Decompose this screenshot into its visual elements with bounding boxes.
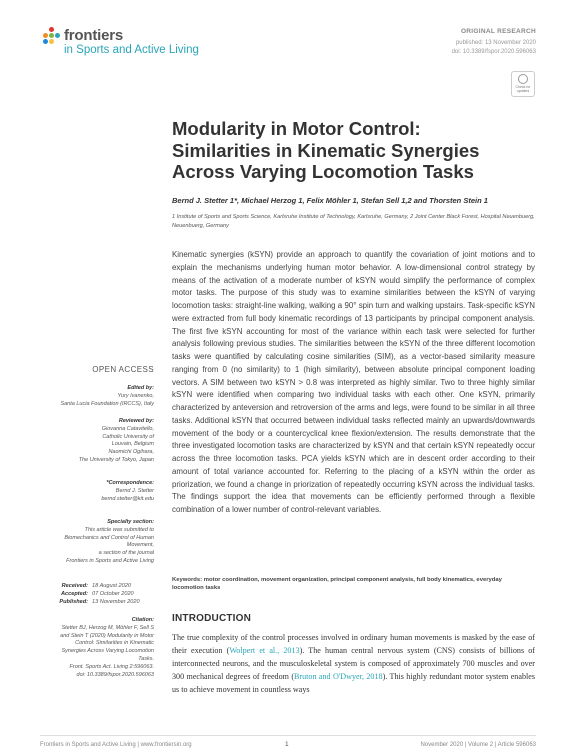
specialty-line: Frontiers in Sports and Active Living bbox=[66, 557, 154, 564]
citation-line: Control: Similarities in Kinematic bbox=[75, 640, 154, 647]
page-number: 1 bbox=[285, 741, 289, 748]
journal-name[interactable]: in Sports and Active Living bbox=[64, 44, 199, 56]
accepted-date: 07 October 2020 bbox=[92, 591, 134, 597]
corresponding-email-link[interactable]: bernd.stetter@kit.edu bbox=[101, 495, 154, 502]
citation-heading: Citation: bbox=[131, 617, 154, 623]
citation-doi-link[interactable]: doi: 10.3389/fspor.2020.596063 bbox=[76, 671, 154, 678]
frontiers-logo-icon bbox=[43, 27, 61, 45]
received-date: 18 August 2020 bbox=[92, 583, 131, 589]
citation-line: Stetter BJ, Herzog M, Möhler F, Sell S bbox=[61, 624, 154, 631]
intro-text: The true complexity of the control processes involved in ordinary human movements is masked by the ease of their execution ( bbox=[172, 633, 535, 655]
author-list[interactable]: Bernd J. Stetter 1*, Michael Herzog 1, Felix Möhler 1, Stefan Sell 1,2 and Thorsten Stein 1 bbox=[172, 196, 488, 205]
article-type: ORIGINAL RESEARCH bbox=[460, 28, 536, 35]
citation-line: and Stein T (2020) Modularity in Motor bbox=[60, 632, 154, 639]
edited-by-heading: Edited by: bbox=[127, 385, 154, 391]
journal-logo-word[interactable]: frontiers bbox=[64, 27, 124, 44]
abstract: Kinematic synergies (kSYN) provide an approach to quantify the covariation of joint motions and to explain the mechanisms underlying human motor behavior. A low-dimensional control strategy by means of the activation of a moderate number of kSYN would simplify the performance of complex motor tasks. The purpose of this study was to examine similarities between the kSYN of varying locomotion tasks: straight-line walking, walking a 90° spin turn and walking upstairs. Task-specific kSYN were extracted from full body kinematic recordings of 13 participants by principal component analysis. The first five kSYN accounting for most of the variance within each task were selected for further analysis following previous studies. The similarities between the kSYN of the three different locomotion tasks were quantified by calculating cosine similarities (SIM), as a vector-based similarity measure ranging from 0 (no similarity) to 1 (high similarity), between absolute principal component loading vectors. A SIM between two kSYN > 0.8 was interpreted as highly similar. Two to three highly similar kSYN were identified when comparing two individual tasks with each other. One kSYN, primarily characterized by anteversion and retroversion of the arms and legs, were found to be similar in all three tasks. Additional kSYN that occurred between individual tasks reflected mainly an upwards/downwards movement of the body or a countercyclical knee flexion/extension. The results demonstrate that the three investigated locomotion tasks are characterized by kSYN and that certain kSYN repeatedly occur across the three locomotion tasks. PCA yields kSYN which are in descent order according to their amount of total variance accounted for. Referring to the placing of a kSYN within the order as priorization, we found a change in priorization of repeatedly occurring kSYN across the individual tasks. The findings support the idea that movements can be efficiently performed through a flexible combination of a lower number of control-relevant variables. bbox=[172, 250, 535, 514]
intro-text: ). The human central nervous system (CNS) consists of billions of interconnected neurons, and the musculoskeletal system is composed of approximately 700 muscles and over 300 mechanical degrees of freedom ( bbox=[172, 646, 535, 681]
reviewer-line: The University of Tokyo, Japan bbox=[78, 456, 154, 463]
published-label: Published: bbox=[59, 599, 88, 605]
specialty-section-block bbox=[34, 519, 154, 566]
reviewer-line: Louvain, Belgium bbox=[111, 441, 154, 448]
reviewed-by-heading: Reviewed by: bbox=[118, 418, 154, 424]
citation-link[interactable]: Bruton and O'Dwyer, 2018 bbox=[294, 672, 383, 681]
article-title: Modularity in Motor Control: Similarities in Kinematic Synergies Across Varying Locomotion Tasks bbox=[172, 118, 480, 182]
published-date: published: 13 November 2020 bbox=[455, 40, 536, 46]
check-updates-icon bbox=[518, 74, 528, 84]
reviewer-line: Giovanna Catavitello, bbox=[101, 425, 154, 432]
citation-line: Tasks. bbox=[138, 655, 154, 662]
affiliations: 1 Institute of Sports and Sports Science, Karlsruhe Institute of Technology, Karlsruhe, Germany, 2 Joint Center Black Forest, Hospital Neuenbuerg, Neuenbuerg, Germany bbox=[172, 214, 535, 229]
correspondence-block bbox=[34, 480, 154, 503]
reviewer-line: Catholic University of bbox=[102, 433, 154, 440]
intro-text: ). This highly redundant motor system enables us to achieve movement in countless ways bbox=[172, 672, 535, 694]
keywords-label: Keywords: bbox=[172, 577, 203, 583]
citation-line: Synergies Across Varying Locomotion bbox=[61, 648, 154, 655]
specialty-line: a section of the journal bbox=[98, 550, 154, 557]
specialty-heading: Specialty section: bbox=[107, 519, 154, 525]
correspondence-heading: *Correspondence: bbox=[106, 480, 154, 486]
check-updates-label: Check for updates bbox=[515, 85, 531, 93]
specialty-line: Biomechanics and Control of Human bbox=[64, 534, 154, 541]
accepted-label: Accepted: bbox=[60, 591, 88, 597]
open-access-label: OPEN ACCESS bbox=[92, 365, 154, 374]
citation-line: Front. Sports Act. Living 2:596063. bbox=[69, 663, 154, 670]
reviewed-by-block bbox=[34, 418, 154, 465]
keywords bbox=[172, 576, 535, 593]
reviewer-line: Naomichi Ogihara, bbox=[108, 449, 154, 456]
received-label: Received: bbox=[61, 583, 88, 589]
footer-journal-link[interactable]: Frontiers in Sports and Active Living | www.frontiersin.org bbox=[40, 742, 192, 748]
corresponding-author: Bernd J. Stetter bbox=[115, 487, 154, 494]
editor-name: Yury Ivanenko, bbox=[117, 392, 154, 399]
dates-block bbox=[24, 582, 154, 606]
footer-issue-info: November 2020 | Volume 2 | Article 596063 bbox=[420, 742, 536, 748]
section-heading-introduction: INTRODUCTION bbox=[172, 613, 252, 624]
doi-link[interactable]: doi: 10.3389/fspor.2020.596063 bbox=[451, 49, 536, 55]
editor-affiliation: Santa Lucia Foundation (IRCCS), Italy bbox=[60, 400, 154, 407]
footer-divider bbox=[40, 735, 536, 736]
published-date-side: 13 November 2020 bbox=[92, 599, 140, 605]
citation-block bbox=[34, 617, 154, 679]
edited-by-block bbox=[34, 385, 154, 408]
introduction-paragraph bbox=[172, 631, 535, 696]
keywords-list: motor coordination, movement organization, principal component analysis, full body kinematics, everyday locomotion tasks bbox=[172, 577, 502, 592]
specialty-line: Movement, bbox=[126, 542, 154, 549]
citation-link[interactable]: Wolpert et al., 2013 bbox=[229, 646, 300, 655]
specialty-line: This article was submitted to bbox=[84, 526, 154, 533]
check-updates-badge[interactable] bbox=[511, 71, 535, 97]
